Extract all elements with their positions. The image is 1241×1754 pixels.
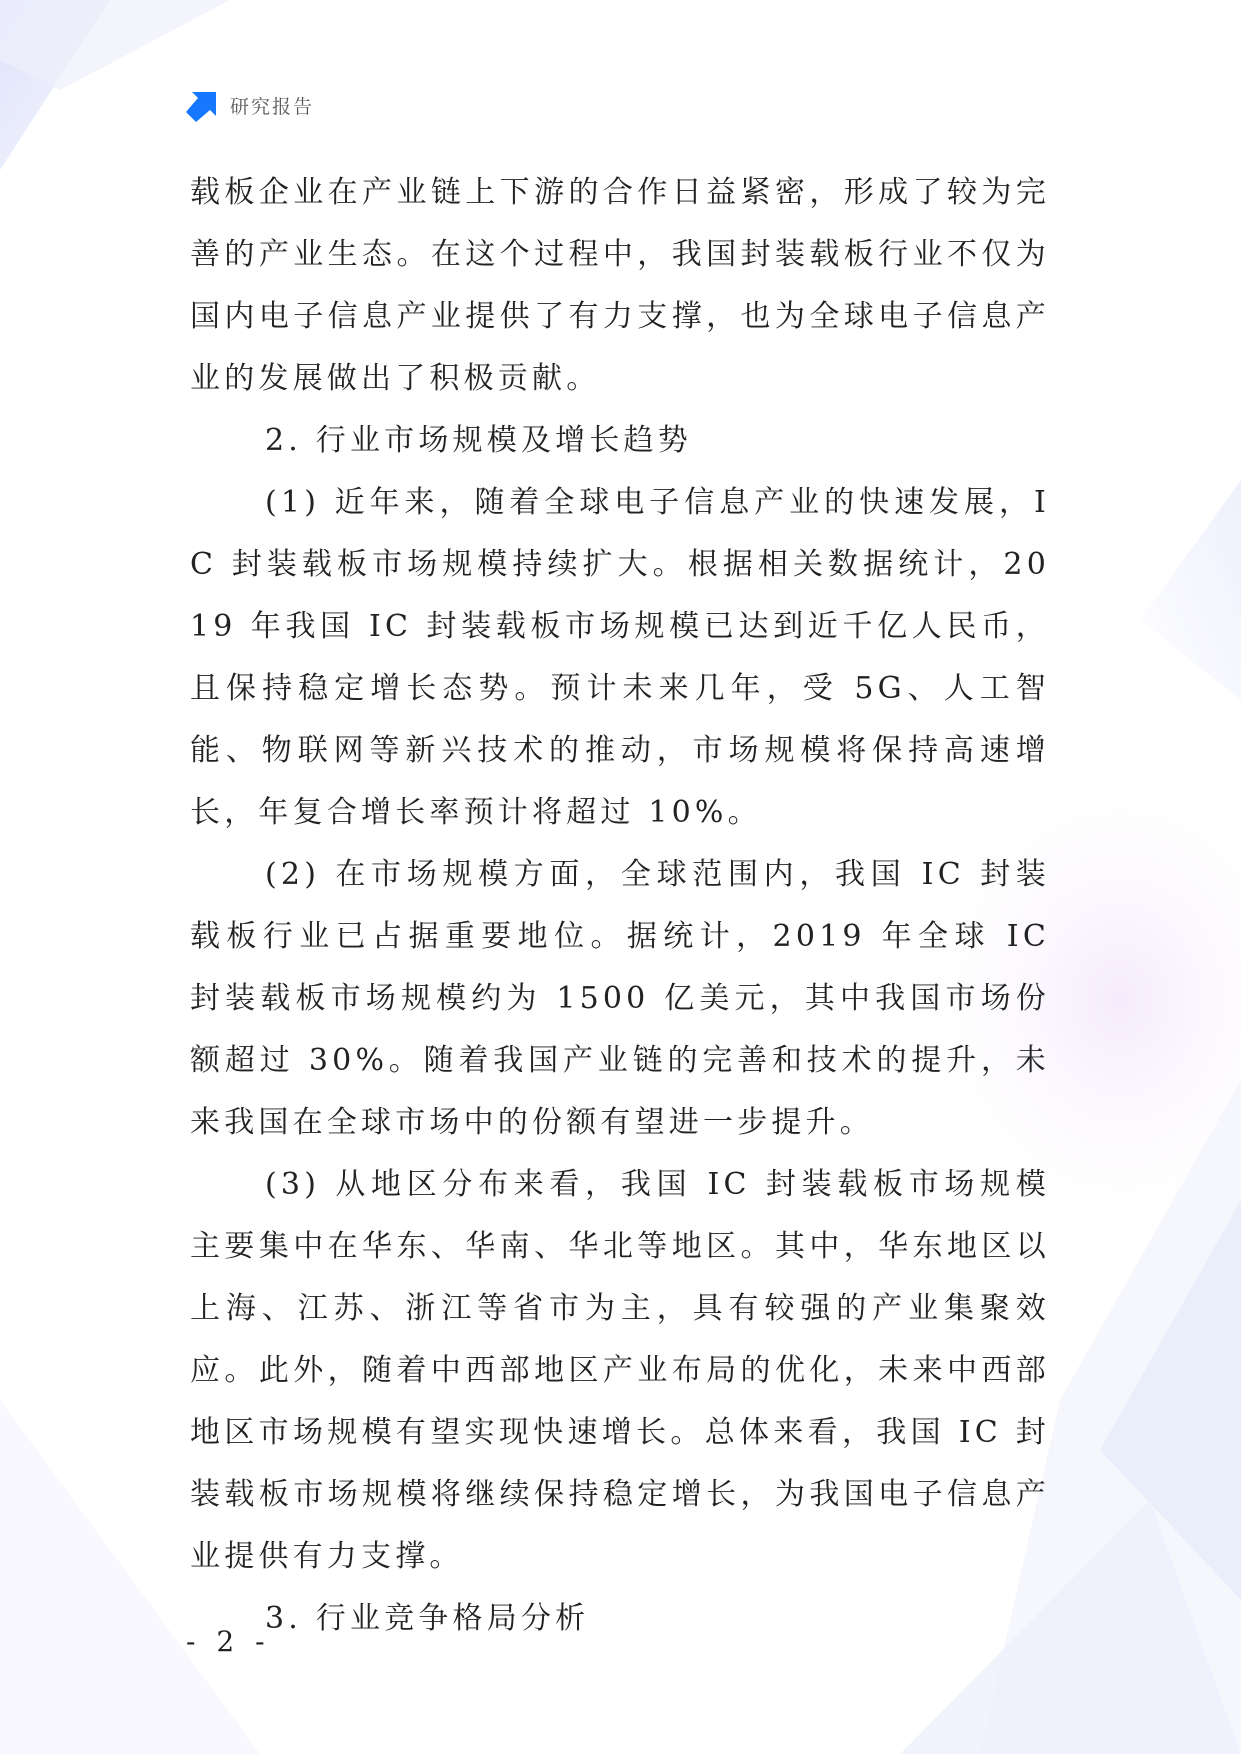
page-number: - 2 -: [186, 1625, 271, 1658]
paragraph-regional: (3) 从地区分布来看，我国 IC 封装载板市场规模主要集中在华东、华南、华北等地区。其中，华东地区以上海、江苏、浙江等省市为主，具有较强的产业集聚效应。此外，随着中西部地区产业布局的优化，未来中西部地区市场规模有望实现快速增长。总体来看，我国 IC 封装载板市场规模将继续保持稳定增长，为我国电子信息产业提供有力支撑。: [190, 1167, 1050, 1574]
section-heading-2: 2. 行业市场规模及增长趋势: [265, 423, 692, 458]
report-header-label: 研究报告: [230, 95, 315, 118]
document-body: [190, 162, 1050, 1650]
paragraph-global-share: (2) 在市场规模方面，全球范围内，我国 IC 封装载板行业已占据重要地位。据统计，2019 年全球 IC 封装载板市场规模约为 1500 亿美元，其中我国市场份额超过 30%。随着我国产业链的完善和技术的提升，未来我国在全球市场中的份额有望进一步提升。: [190, 857, 1050, 1140]
arrow-up-right-icon: [186, 88, 220, 122]
paragraph-intro: 载板企业在产业链上下游的合作日益紧密，形成了较为完善的产业生态。在这个过程中，我国封装载板行业不仅为国内电子信息产业提供了有力支撑，也为全球电子信息产业的发展做出了积极贡献。: [190, 175, 1050, 396]
paragraph-market-size: (1) 近年来，随着全球电子信息产业的快速发展，IC 封装载板市场规模持续扩大。根据相关数据统计，2019 年我国 IC 封装载板市场规模已达到近千亿人民币，且保持稳定增长态势。预计未来几年，受 5G、人工智能、物联网等新兴技术的推动，市场规模将保持高速增长，年复合增长率预计将超过 10%。: [190, 485, 1050, 830]
section-heading-3: 3. 行业竞争格局分析: [265, 1601, 590, 1636]
report-header: [186, 90, 314, 120]
